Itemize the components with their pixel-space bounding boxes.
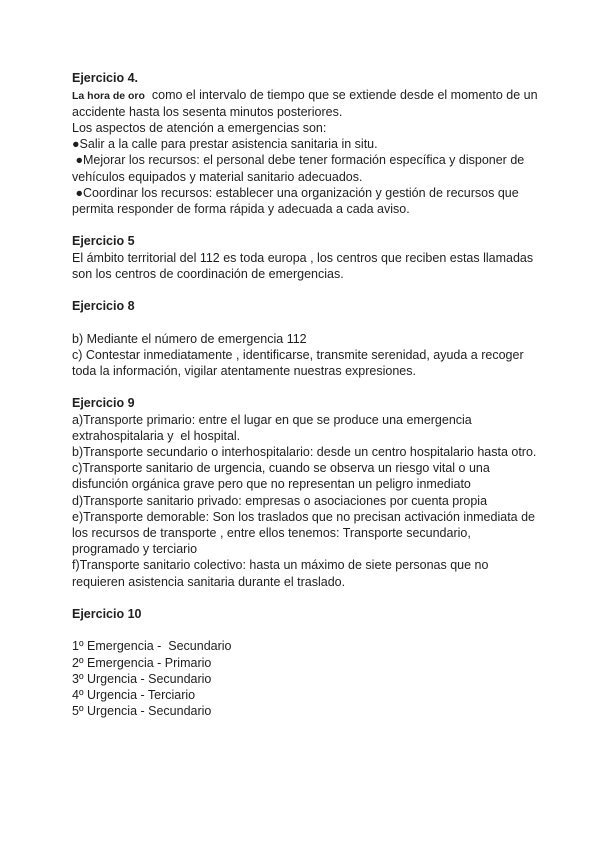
paragraph-line: requieren asistencia sanitaria durante el traslado. [72, 574, 346, 589]
list-item: 3º Urgencia - Secundario [72, 671, 212, 686]
section-ejercicio-5 [72, 233, 532, 282]
heading-ejercicio-9: Ejercicio 9 [72, 396, 135, 411]
paragraph-line [72, 87, 538, 104]
text-span: como el intervalo de tiempo que se extiende desde el momento de un [144, 87, 538, 102]
paragraph-line: c)Transporte sanitario de urgencia, cuando se observa un riesgo vital o una [72, 461, 490, 476]
paragraph-line: b)Transporte secundario o interhospitalario: desde un centro hospitalario hasta otro. [72, 445, 537, 460]
heading-ejercicio-4: Ejercicio 4. [72, 71, 139, 85]
document-content [72, 70, 538, 735]
lead-bold-term: La hora de oro [72, 89, 145, 102]
paragraph-line: accidente hasta los sesenta minutos posteriores. [72, 104, 343, 119]
section-ejercicio-8 [72, 298, 532, 379]
list-item: 2º Emergencia - Primario [72, 655, 212, 670]
list-item: 5º Urgencia - Secundario [72, 704, 212, 719]
paragraph-line: f)Transporte sanitario colectivo: hasta un máximo de siete personas que no [72, 558, 489, 573]
paragraph-line: c) Contestar inmediatamente , identificarse, transmite serenidad, ayuda a recoger [72, 347, 524, 362]
paragraph-line: son los centros de coordinación de emergencias. [72, 266, 344, 281]
paragraph-line: permita responder de forma rápida y adecuada a cada aviso. [72, 201, 410, 216]
list-item: 1º Emergencia - Secundario [72, 639, 232, 654]
list-item: 4º Urgencia - Terciario [72, 687, 196, 702]
section-ejercicio-4 [72, 70, 538, 217]
paragraph-line: e)Transporte demorable: Son los traslados que no precisan activación inmediata de [72, 509, 535, 524]
paragraph-line: Los aspectos de atención a emergencias son: [72, 120, 327, 135]
section-ejercicio-10 [72, 606, 532, 720]
paragraph-line: toda la información, vigilar atentamente nuestras expresiones. [72, 363, 416, 378]
section-ejercicio-9 [72, 395, 537, 590]
paragraph-line: disfunción orgánica grave pero que no representan un peligro inmediato [72, 477, 471, 492]
paragraph-line: El ámbito territorial del 112 es toda europa , los centros que reciben estas llamadas [72, 250, 534, 265]
paragraph-line: los recursos de transporte , entre ellos tenemos: Transporte secundario, [72, 526, 471, 541]
heading-ejercicio-5: Ejercicio 5 [72, 234, 135, 249]
paragraph-line: d)Transporte sanitario privado: empresas o asociaciones por cuenta propia [72, 493, 488, 508]
heading-ejercicio-10: Ejercicio 10 [72, 606, 142, 621]
blank-line [72, 622, 532, 638]
paragraph-line: programado y terciario [72, 542, 198, 557]
paragraph-line: vehículos equipados y material sanitario adecuados. [72, 169, 363, 184]
bullet-line: ●Coordinar los recursos: establecer una organización y gestión de recursos que [72, 185, 519, 200]
blank-line [72, 315, 532, 331]
bullet-line: ●Mejorar los recursos: el personal debe tener formación específica y disponer de [72, 153, 525, 168]
paragraph-line: b) Mediante el número de emergencia 112 [72, 331, 307, 346]
paragraph-line: extrahospitalaria y el hospital. [72, 428, 241, 443]
heading-ejercicio-8: Ejercicio 8 [72, 299, 135, 314]
bullet-line: ●Salir a la calle para prestar asistencia sanitaria in situ. [72, 137, 378, 152]
paragraph-line: a)Transporte primario: entre el lugar en que se produce una emergencia [72, 412, 472, 427]
